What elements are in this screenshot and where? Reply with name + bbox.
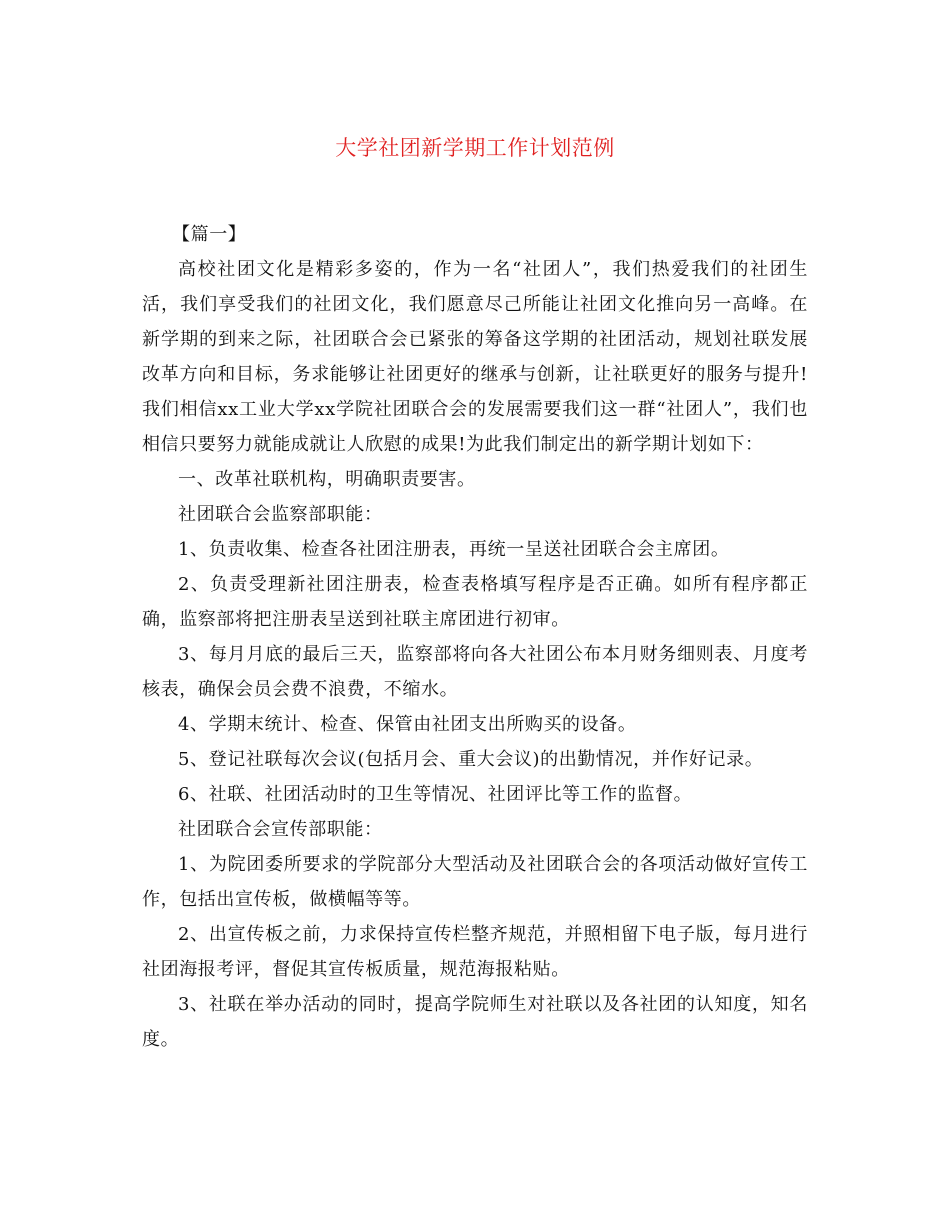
paragraph-supervision-3: 3、每月月底的最后三天，监察部将向各大社团公布本月财务细则表、月度考核表，确保会员会费不浪费，不缩水。 — [142, 644, 808, 700]
paragraph-supervision-2: 2、负责受理新社团注册表，检查表格填写程序是否正确。如所有程序都正确，监察部将把注册表呈送到社联主席团进行初审。 — [142, 574, 808, 630]
paragraph-supervision-1: 1、负责收集、检查各社团注册表，再统一呈送社团联合会主席团。 — [178, 539, 730, 560]
paragraph-publicity-3: 3、社联在举办活动的同时，提高学院师生对社联以及各社团的认知度，知名度。 — [142, 994, 808, 1050]
document-body — [142, 217, 808, 1057]
paragraph-publicity-1: 1、为院团委所要求的学院部分大型活动及社团联合会的各项活动做好宣传工作，包括出宣传板，做横幅等等。 — [142, 854, 808, 910]
section-label: 【篇一】 — [172, 224, 247, 245]
paragraph-heading-supervision: 社团联合会监察部职能： — [178, 504, 383, 525]
paragraph-supervision-5: 5、登记社联每次会议(包括月会、重大会议)的出勤情况，并作好记录。 — [178, 749, 764, 770]
paragraph-heading-publicity: 社团联合会宣传部职能： — [178, 819, 383, 840]
document-title: 大学社团新学期工作计划范例 — [335, 136, 615, 160]
paragraph-intro: 高校社团文化是精彩多姿的，作为一名“社团人”，我们热爱我们的社团生活，我们享受我们的社团文化，我们愿意尽己所能让社团文化推向另一高峰。在新学期的到来之际，社团联合会已紧张的筹备这学期的社团活动，规划社联发展改革方向和目标，务求能够让社团更好的继承与创新，让社联更好的服务与提升!我们相信xx工业大学xx学院社团联合会的发展需要我们这一群“社团人”，我们也相信只要努力就能成就让人欣慰的成果!为此我们制定出的新学期计划如下： — [142, 259, 808, 455]
paragraph-supervision-6: 6、社联、社团活动时的卫生等情况、社团评比等工作的监督。 — [178, 784, 693, 805]
paragraph-publicity-2: 2、出宣传板之前，力求保持宣传栏整齐规范，并照相留下电子版，每月进行社团海报考评，督促其宣传板质量，规范海报粘贴。 — [142, 924, 808, 980]
paragraph-heading-reform: 一、改革社联机构，明确职责要害。 — [178, 469, 476, 490]
paragraph-supervision-4: 4、学期末统计、检查、保管由社团支出所购买的设备。 — [178, 714, 637, 735]
